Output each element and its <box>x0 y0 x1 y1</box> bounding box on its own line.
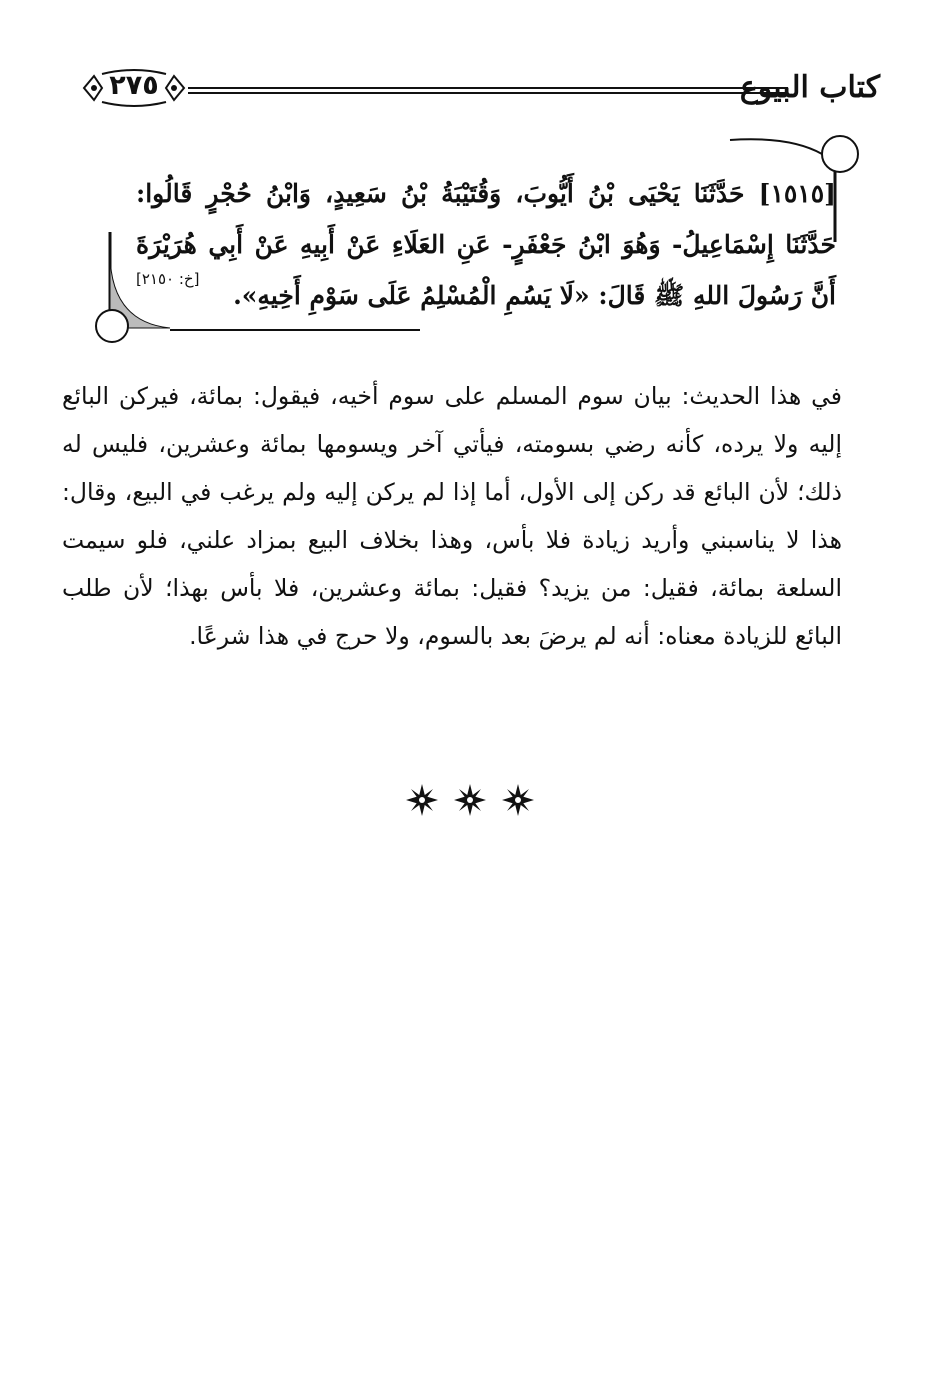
hadith-text: [١٥١٥] حَدَّثَنَا يَحْيَى بْنُ أَيُّوبَ، وَقُتَيْبَةُ بْنُ سَعِيدٍ، وَابْنُ حُجْرٍ قَالُوا: حَدَّثَنَا إِسْمَاعِيلُ- وَهُوَ ابْنُ جَعْفَرٍ- عَنِ العَلَاءِ عَنْ أَبِيهِ عَنْ أَبِي هُرَيْرَةَ أَنَّ رَسُولَ اللهِ ﷺ قَالَ: «لَا يَسُمِ الْمُسْلِمُ عَلَى سَوْمِ أَخِيهِ». <box>136 179 836 310</box>
section-divider <box>405 782 535 818</box>
hadith-reference: [خ: ٢١٥٠] <box>136 270 200 288</box>
commentary-paragraph: في هذا الحديث: بيان سوم المسلم على سوم أخيه، فيقول: بمائة، فيركن البائع إليه ولا يرده، كأنه رضي بسومته، فيأتي آخر ويسومها بمائة وعشرين، فليس له ذلك؛ لأن البائع قد ركن إلى الأول، أما إذا لم يركن إليه ولم يرغب في البيع، وقال: هذا لا يناسبني وأريد زيادة فلا بأس، وهذا بخلاف البيع بمزاد علني، فلو سيمت السلعة بمائة، فقيل: من يزيد؟ فقيل: بمائة وعشرين، فلا بأس بهذا؛ لأن طلب البائع للزيادة معناه: أنه لم يرضَ بعد بالسوم، ولا حرج في هذا شرعًا. <box>62 382 842 650</box>
chapter-title: كتاب البيوع <box>739 70 880 105</box>
page-number-badge <box>80 68 188 108</box>
header-rule <box>188 86 788 96</box>
star-flower-icon <box>405 783 439 817</box>
page-header <box>80 60 880 120</box>
page-number: ٢٧٥ <box>109 70 159 101</box>
star-flower-icon <box>453 783 487 817</box>
star-flower-icon <box>501 783 535 817</box>
